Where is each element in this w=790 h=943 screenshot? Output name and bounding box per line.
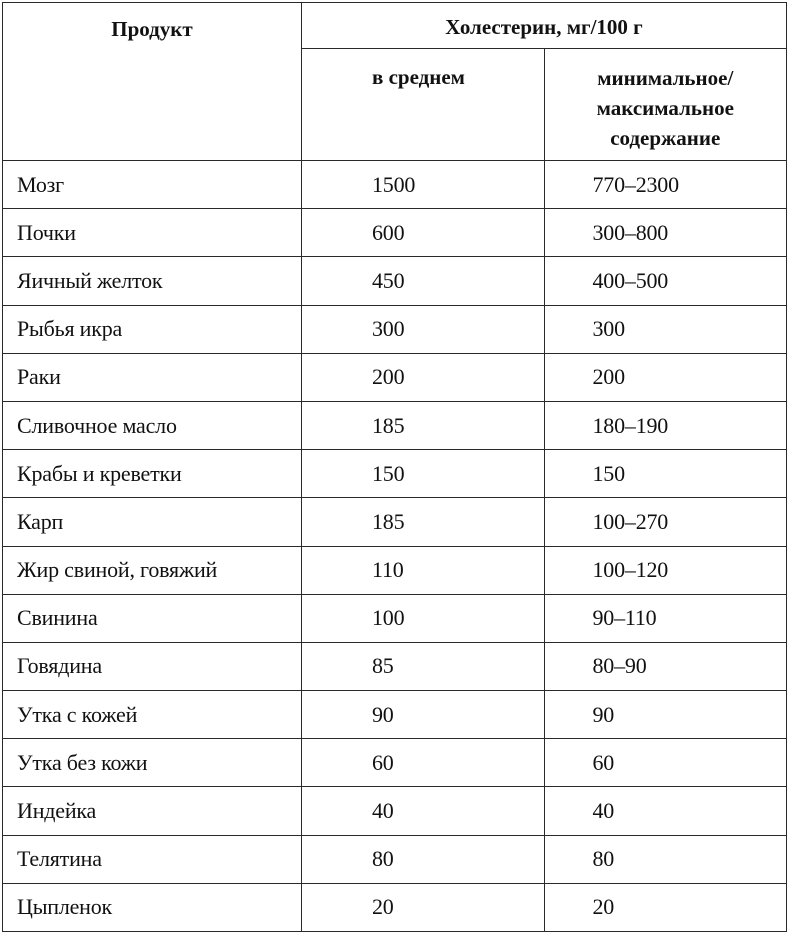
header-min-max <box>544 49 787 161</box>
cell-product: Сливочное масло <box>3 401 302 449</box>
table-row <box>3 209 787 257</box>
cholesterol-table <box>2 2 787 932</box>
table-row <box>3 161 787 209</box>
cell-average: 60 <box>302 739 545 787</box>
cell-average: 200 <box>302 353 545 401</box>
header-average: в среднем <box>302 49 545 161</box>
header-min-max-line1: минимальное/ <box>597 66 734 90</box>
cell-product: Жир свиной, говяжий <box>3 546 302 594</box>
cell-product: Мозг <box>3 161 302 209</box>
cell-product: Раки <box>3 353 302 401</box>
header-min-max-line2: максимальное <box>596 96 734 120</box>
cell-product: Цыпленок <box>3 883 302 931</box>
cell-product: Утка с кожей <box>3 691 302 739</box>
cell-average: 100 <box>302 594 545 642</box>
cell-range: 770–2300 <box>544 161 787 209</box>
cell-range: 300 <box>544 305 787 353</box>
cell-product: Яичный желток <box>3 257 302 305</box>
header-cholesterol-group: Холестерин, мг/100 г <box>302 3 787 49</box>
table-row <box>3 883 787 931</box>
cell-range: 400–500 <box>544 257 787 305</box>
cell-average: 90 <box>302 691 545 739</box>
cell-average: 450 <box>302 257 545 305</box>
table-row <box>3 787 787 835</box>
cell-average: 185 <box>302 498 545 546</box>
cell-range: 90 <box>544 691 787 739</box>
table-row <box>3 305 787 353</box>
cell-range: 100–120 <box>544 546 787 594</box>
cell-average: 300 <box>302 305 545 353</box>
cell-average: 150 <box>302 450 545 498</box>
table-row <box>3 498 787 546</box>
cell-range: 180–190 <box>544 401 787 449</box>
header-product: Продукт <box>3 3 302 161</box>
cell-range: 90–110 <box>544 594 787 642</box>
cell-range: 80 <box>544 835 787 883</box>
cell-product: Карп <box>3 498 302 546</box>
cell-range: 200 <box>544 353 787 401</box>
cell-product: Свинина <box>3 594 302 642</box>
cell-range: 150 <box>544 450 787 498</box>
table-row <box>3 594 787 642</box>
table-row <box>3 257 787 305</box>
cell-product: Утка без кожи <box>3 739 302 787</box>
cell-average: 1500 <box>302 161 545 209</box>
cell-product: Почки <box>3 209 302 257</box>
cell-product: Рыбья икра <box>3 305 302 353</box>
cell-average: 20 <box>302 883 545 931</box>
table-row <box>3 546 787 594</box>
cell-product: Телятина <box>3 835 302 883</box>
cell-range: 20 <box>544 883 787 931</box>
cell-range: 300–800 <box>544 209 787 257</box>
cell-product: Говядина <box>3 642 302 690</box>
table-row <box>3 353 787 401</box>
cell-average: 85 <box>302 642 545 690</box>
cell-product: Крабы и креветки <box>3 450 302 498</box>
cell-product: Индейка <box>3 787 302 835</box>
cell-range: 40 <box>544 787 787 835</box>
table-row <box>3 642 787 690</box>
table-row <box>3 691 787 739</box>
table-row <box>3 835 787 883</box>
table-row <box>3 401 787 449</box>
header-min-max-line3: содержание <box>610 126 721 150</box>
cell-average: 40 <box>302 787 545 835</box>
cell-average: 600 <box>302 209 545 257</box>
cell-range: 100–270 <box>544 498 787 546</box>
header-row-top <box>3 3 787 49</box>
cell-average: 185 <box>302 401 545 449</box>
table-row <box>3 739 787 787</box>
cell-average: 80 <box>302 835 545 883</box>
cell-average: 110 <box>302 546 545 594</box>
table-row <box>3 450 787 498</box>
cell-range: 80–90 <box>544 642 787 690</box>
cell-range: 60 <box>544 739 787 787</box>
